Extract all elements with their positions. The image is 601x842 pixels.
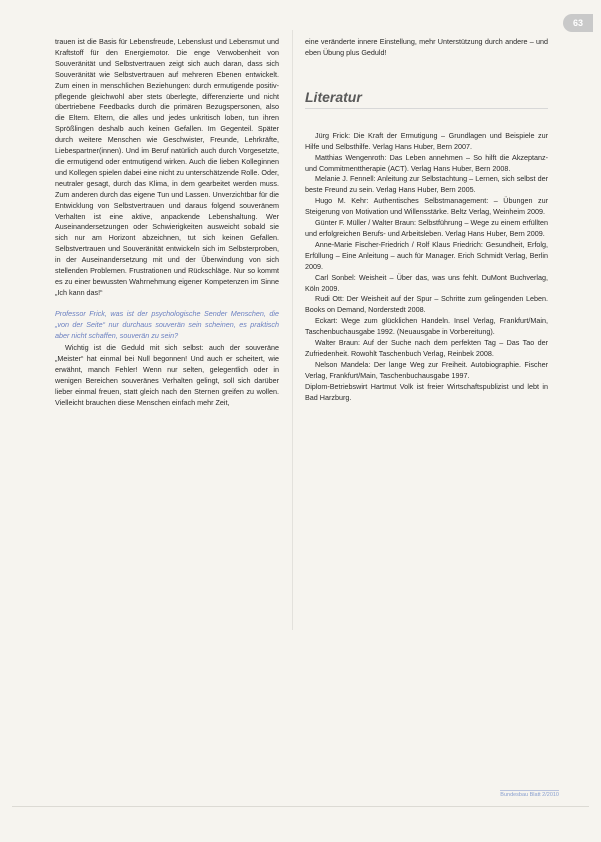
bottom-rule bbox=[12, 806, 589, 807]
reference-item: Nelson Mandela: Der lange Weg zur Freiheit. Autobiographie. Fischer Verlag, Frankfurt/Main, Taschenbuchausgabe 1997. bbox=[305, 359, 548, 380]
body-paragraph: Wichtig ist die Geduld mit sich selbst: auch der souveräne „Meister“ hat einmal bei Null begonnen! Und auch er scheitert, wie erwähnt, manch Fehler! Wenn nur selten, gelegentlich oder in wenigen Bereichen souveränes Verhalten gelingt, soll sich darüber lieber einmal freuen, statt gleich nach den Sternen greifen zu wollen. Vielleicht brauchen diese Menschen einfach mehr Zeit, bbox=[55, 343, 279, 407]
interview-question: Professor Frick, was ist der psychologische Sender Menschen, die „von der Seite“ nur durchaus souverän sein scheinen, es praktisch aber nicht schaffen, souverän zu sein? bbox=[55, 308, 279, 340]
left-column bbox=[55, 37, 279, 409]
section-heading-literatur: Literatur bbox=[305, 89, 548, 109]
reference-item: Günter F. Müller / Walter Braun: Selbstführung – Wege zu einem erfüllten und erfolgreichen Berufs- und Arbeitsleben. Verlag Hans Huber, Bern 2009. bbox=[305, 218, 548, 238]
page-number: 63 bbox=[563, 14, 593, 32]
reference-item: Anne-Marie Fischer-Friedrich / Rolf Klaus Friedrich: Gesundheit, Erfolg, Erfüllung – Eine Anleitung – auch für Manager. Erich Schmidt Verlag, Berlin 2009. bbox=[305, 239, 548, 271]
reference-item: Jürg Frick: Die Kraft der Ermutigung – Grundlagen und Beispiele zur Hilfe und Selbsthilfe. Verlag Hans Huber, Bern 2007. bbox=[305, 130, 548, 151]
reference-item: Hugo M. Kehr: Authentisches Selbstmanagement: – Übungen zur Steigerung von Motivation und Willensstärke. Beltz Verlag, Weinheim 2009. bbox=[305, 196, 548, 217]
right-column bbox=[305, 37, 548, 403]
reference-list bbox=[305, 131, 548, 382]
column-divider bbox=[292, 30, 293, 630]
footer-publication: Bundesbau Blatt 2/2010 bbox=[500, 792, 559, 798]
body-paragraph: eine veränderte innere Einstellung, mehr Unterstützung durch andere – und eben Übung plus Geduld! bbox=[305, 37, 548, 57]
reference-item: Matthias Wengenroth: Das Leben annehmen – So hilft die Akzeptanz- und Commitmenttherapie (ACT). Verlag Hans Huber, Bern 2008. bbox=[305, 152, 548, 173]
reference-item: Carl Sonbel: Weisheit – Über das, was uns fehlt. DuMont Buchverlag, Köln 2009. bbox=[305, 272, 548, 293]
reference-item: Walter Braun: Auf der Suche nach dem perfekten Tag – Das Tao der Zufriedenheit. Rowohlt Taschenbuch Verlag, Reinbek 2008. bbox=[305, 338, 548, 358]
body-paragraph: trauen ist die Basis für Lebensfreude, Lebenslust und Lebensmut und Kraftstoff für den Energiemotor. Die enge Verwobenheit von Souveränität und Selbstvertrauen zeigt sich auch daran, dass sich Souveränität wie Selbstvertrauen auf mehreren Ebenen entwickelt. Zum einen in menschlichen Beziehungen: durch ermutigende positiv-pflegende gleichwohl aber stets überlegte, differenzierte und nicht übertriebene Feedbacks durch die primären Bezugspersonen, also die Eltern. Eltern, die alles und jedes unkritisch loben, tun ihren Sprößlingen deshalb auch keinen Gefallen. Im Gegenteil. Später durch weitere Menschen wie Geschwister, Freunde, Lehrkräfte, Liebespartner(innen). Und im Beruf natürlich auch durch Vorgesetzte, die ermutigend oder entmutigend wirken. Auch die lieben Kolleginnen und Kollegen spielen dabei eine nicht zu unterschätzende Rolle. Oder, neutraler gesagt, durch das Klima, in dem gearbeitet werden muss. Zum anderen durch das eigene Tun und Lassen. Unverzichtbar für die Entwicklung von Selbstvertrauen und daraus folgend souveränem Verhalten ist eine aktive, anpackende Lebenshaltung. Wer Auseinandersetzungen oder Schwierigkeiten ausweicht sobald sie sich nur am Horizont abzeichnen, tut sich keinen Gefallen. Selbstvertrauen und Souveränität entwickeln sich im Selbsterproben, in der Auseinandersetzung mit und der Überwindung von sich stellenden Problemen. Frustrationen und Rückschläge. Nur so kommt es zu einer bewussten Wahrnehmung eigener Kompetenzen im Sinne „Ich kann das!“ bbox=[55, 37, 279, 297]
reference-item: Eckart: Wege zum glücklichen Handeln. Insel Verlag, Frankfurt/Main, Taschenbuchausgabe 1992. (Neuausgabe in Vorbereitung). bbox=[305, 316, 548, 337]
reference-item: Melanie J. Fennell: Anleitung zur Selbstachtung – Lernen, sich selbst der beste Freund zu sein. Verlag Hans Huber, Bern 2005. bbox=[305, 174, 548, 195]
reference-item: Rudi Ott: Der Weisheit auf der Spur – Schritte zum gelingenden Leben. Books on Demand, Norderstedt 2008. bbox=[305, 294, 548, 315]
author-bio: Diplom-Betriebswirt Hartmut Volk ist freier Wirtschaftspublizist und lebt in Bad Harzburg. bbox=[305, 381, 548, 402]
